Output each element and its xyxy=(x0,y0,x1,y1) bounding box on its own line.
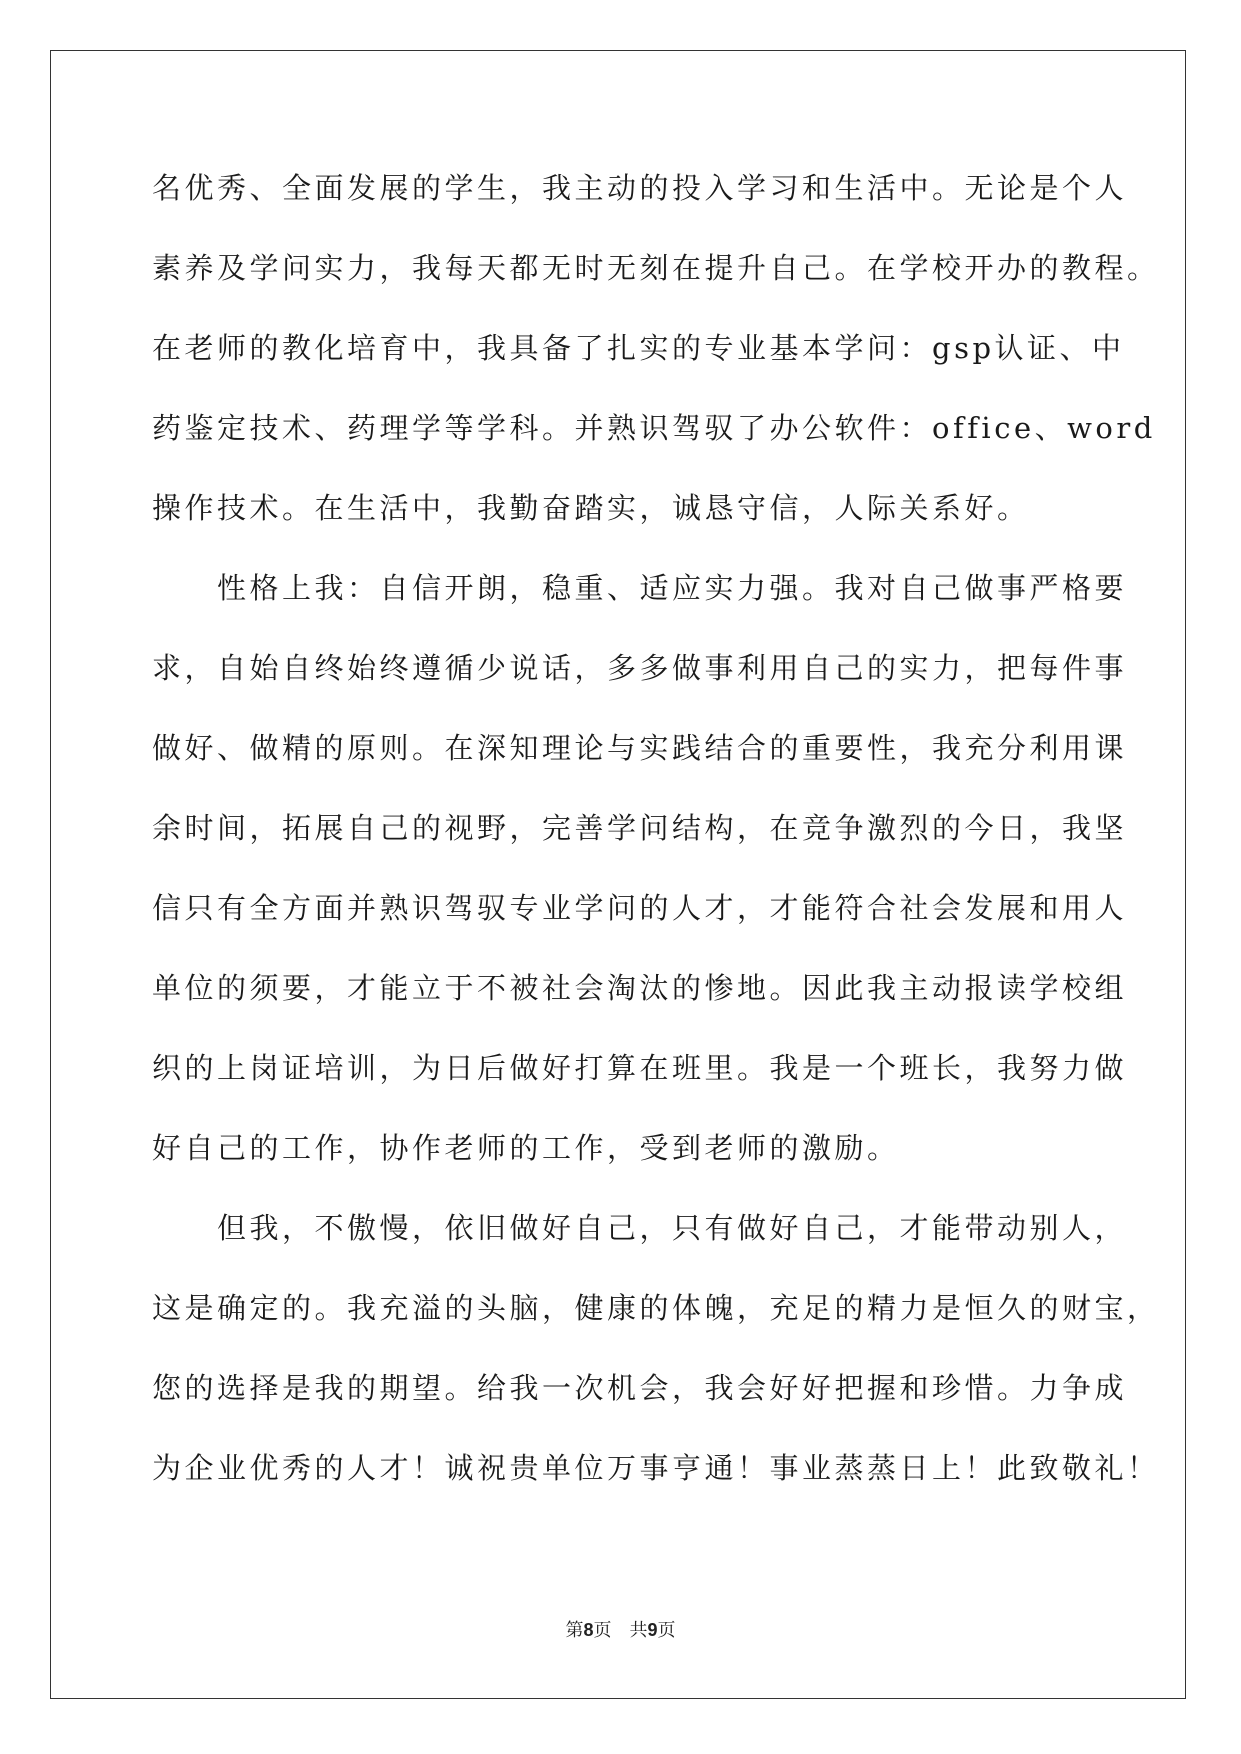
text-line: 素养及学问实力，我每天都无时无刻在提升自己。在学校开办的教程。 xyxy=(152,251,1160,285)
page-suffix: 页 xyxy=(593,1620,612,1641)
text-line: 求，自始自终始终遵循少说话，多多做事利用自己的实力，把每件事 xyxy=(152,651,1128,685)
text-line: 织的上岗证培训，为日后做好打算在班里。我是一个班长，我努力做 xyxy=(152,1051,1128,1085)
text-line: 做好、做精的原则。在深知理论与实践结合的重要性，我充分利用课 xyxy=(152,731,1128,765)
total-suffix: 页 xyxy=(657,1620,676,1641)
document-body xyxy=(152,160,1160,1520)
text-line: 余时间，拓展自己的视野，完善学问结构，在竞争激烈的今日，我坚 xyxy=(152,811,1128,845)
page-number: 8 xyxy=(583,1620,594,1640)
text-line: 药鉴定技术、药理学等学科。并熟识驾驭了办公软件：office、word xyxy=(152,411,1156,445)
text-line: 在老师的教化培育中，我具备了扎实的专业基本学问：gsp认证、中 xyxy=(152,331,1125,365)
text-line: 单位的须要，才能立于不被社会淘汰的惨地。因此我主动报读学校组 xyxy=(152,971,1128,1005)
text-line: 好自己的工作，协作老师的工作，受到老师的激励。 xyxy=(152,1131,900,1165)
text-line: 为企业优秀的人才！诚祝贵单位万事亨通！事业蒸蒸日上！此致敬礼！ xyxy=(152,1451,1160,1485)
total-pages: 9 xyxy=(647,1620,658,1640)
text-line: 信只有全方面并熟识驾驭专业学问的人才，才能符合社会发展和用人 xyxy=(152,891,1128,925)
text-line: 性格上我：自信开朗，稳重、适应实力强。我对自己做事严格要 xyxy=(152,571,1128,605)
total-prefix: 共 xyxy=(629,1620,648,1641)
text-line: 您的选择是我的期望。给我一次机会，我会好好把握和珍惜。力争成 xyxy=(152,1371,1128,1405)
page-footer xyxy=(0,1616,1241,1642)
page-prefix: 第 xyxy=(565,1620,584,1641)
text-line: 操作技术。在生活中，我勤奋踏实，诚恳守信，人际关系好。 xyxy=(152,491,1030,525)
text-line: 名优秀、全面发展的学生，我主动的投入学习和生活中。无论是个人 xyxy=(152,171,1128,205)
text-line: 这是确定的。我充溢的头脑，健康的体魄，充足的精力是恒久的财宝， xyxy=(152,1291,1160,1325)
text-line: 但我，不傲慢，依旧做好自己，只有做好自己，才能带动别人， xyxy=(152,1211,1128,1245)
